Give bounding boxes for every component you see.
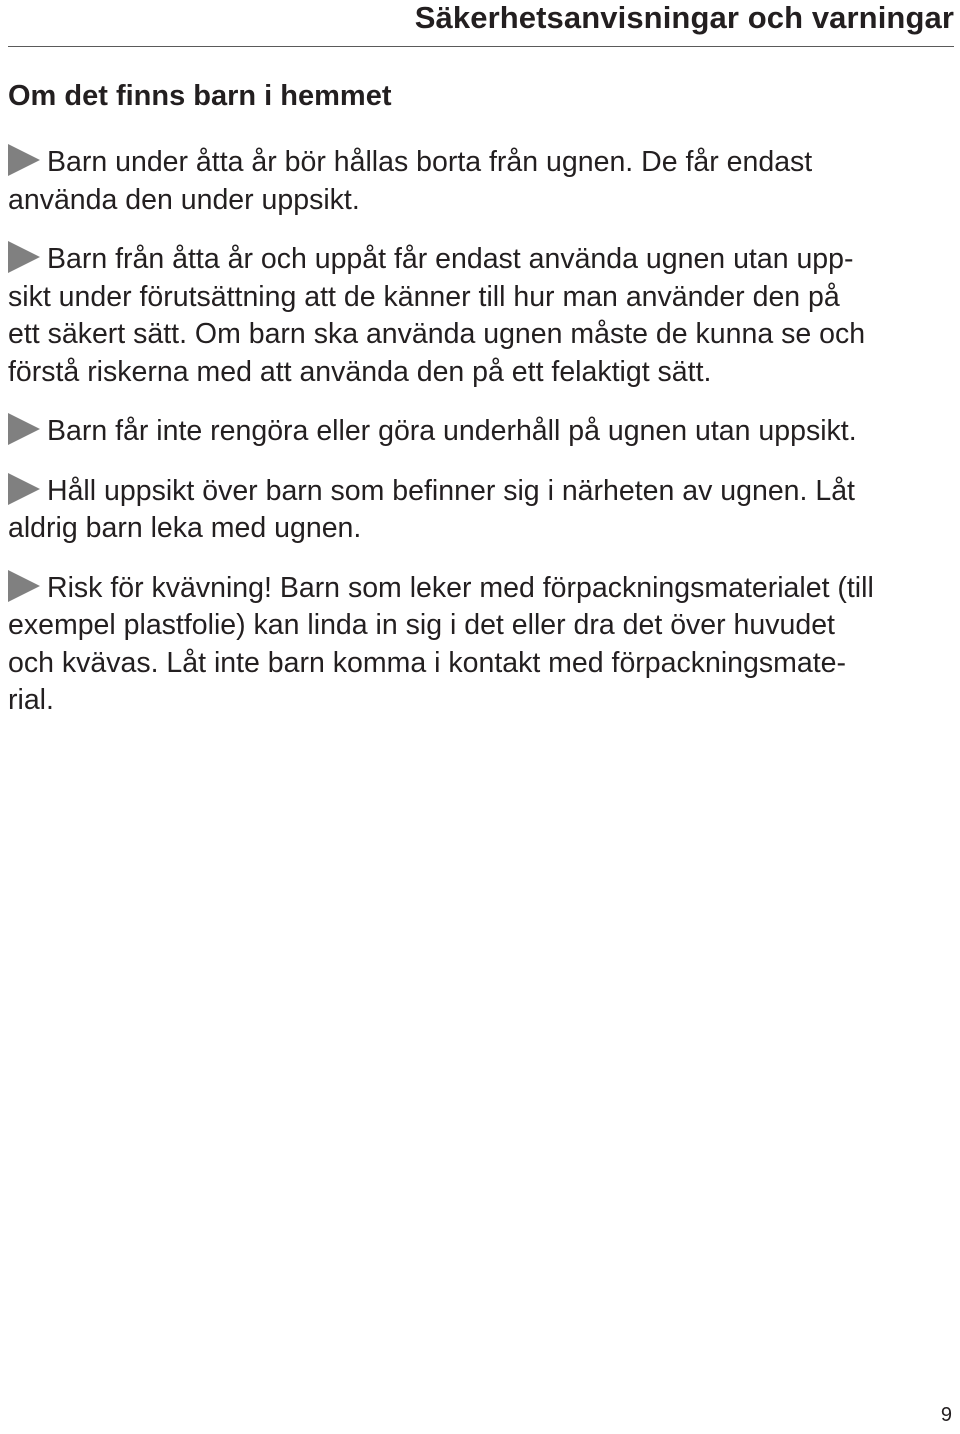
safety-item-line: Håll uppsikt över barn som befinner sig i närheten av ugnen. Låt: [47, 474, 855, 507]
safety-item: [8, 570, 956, 720]
safety-item-line: exempel plastfolie) kan linda in sig i det eller dra det över huvudet: [8, 609, 835, 641]
page-header-title: Säkerhetsanvisningar och varningar: [414, 0, 954, 35]
safety-item-line: sikt under förutsättning att de känner till hur man använder den på: [8, 280, 840, 313]
safety-item: [8, 241, 956, 391]
page-number: 9: [940, 1404, 952, 1426]
triangle-right-icon: [8, 413, 40, 445]
safety-item: [8, 473, 956, 548]
safety-item-line: förstå riskerna med att använda den på ett felaktigt sätt.: [8, 355, 712, 388]
safety-item-line: Risk för kvävning! Barn som leker med förpackningsmaterialet (till: [47, 571, 874, 604]
safety-item-line: ett säkert sätt. Om barn ska använda ugnen måste de kunna se och: [8, 318, 866, 350]
triangle-right-icon: [8, 570, 40, 602]
triangle-right-icon: [8, 473, 40, 505]
header-divider: [8, 46, 954, 47]
triangle-right-icon: [8, 144, 40, 176]
triangle-right-icon: [8, 241, 40, 273]
safety-list: [8, 144, 956, 742]
safety-item-line: Barn under åtta år bör hållas borta från ugnen. De får endast: [47, 146, 813, 178]
safety-item-line: Barn från åtta år och uppåt får endast använda ugnen utan upp-: [47, 243, 854, 275]
safety-item-line: använda den under uppsikt.: [8, 183, 360, 216]
section-heading: Om det finns barn i hemmet: [8, 80, 392, 112]
safety-item-line: och kvävas. Låt inte barn komma i kontakt med förpackningsmate-: [8, 646, 846, 679]
safety-item: [8, 413, 956, 451]
safety-item-line: aldrig barn leka med ugnen.: [8, 512, 362, 544]
safety-item: [8, 144, 956, 219]
safety-item-line: rial.: [8, 684, 54, 716]
safety-item-line: Barn får inte rengöra eller göra underhåll på ugnen utan uppsikt.: [47, 415, 857, 447]
